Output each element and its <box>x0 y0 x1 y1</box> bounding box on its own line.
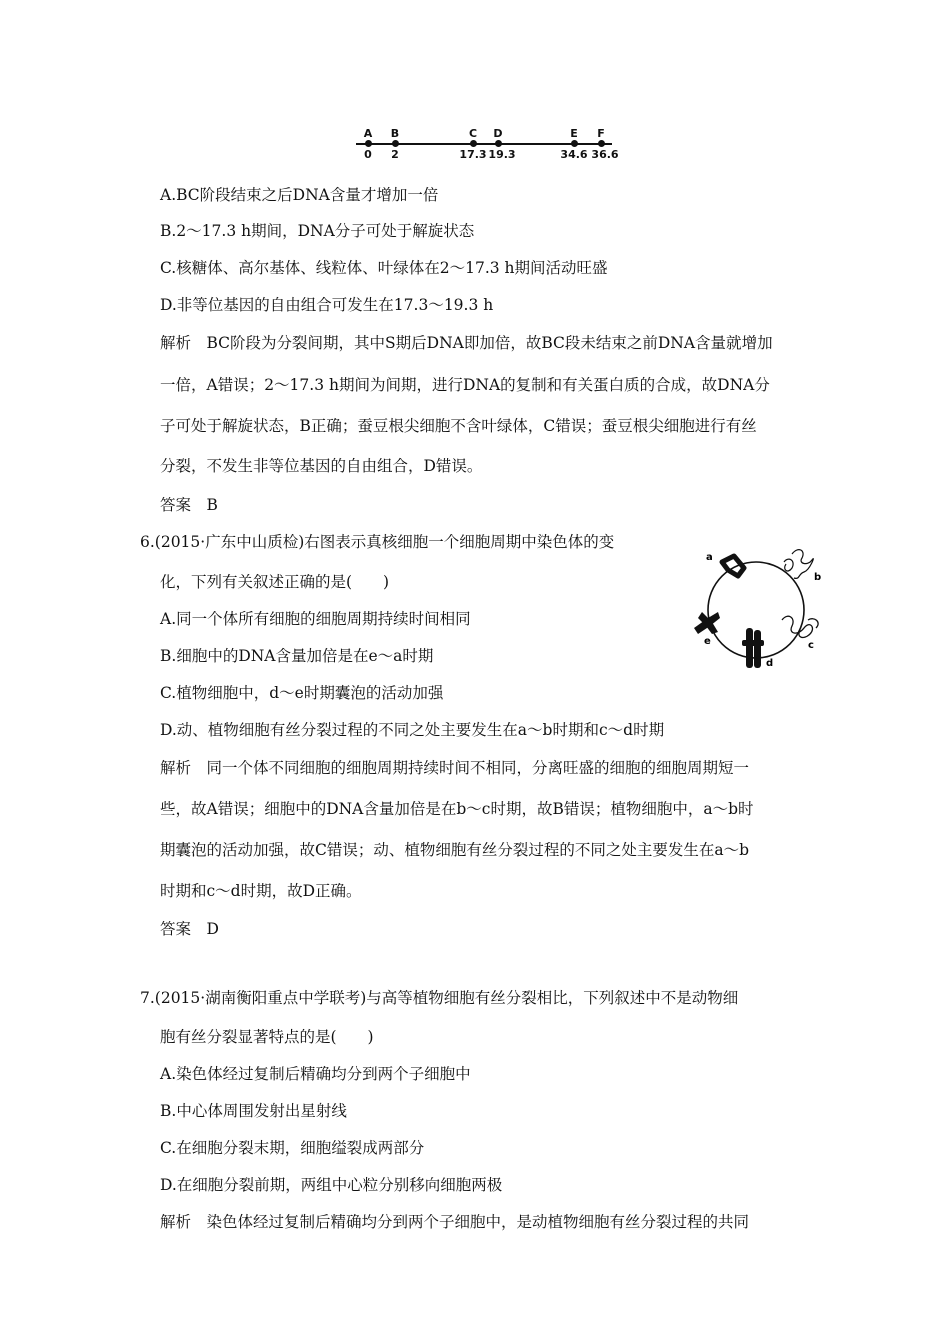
time-point-f <box>598 140 605 147</box>
cycle-label-e: e <box>704 636 711 647</box>
cycle-label-d: d <box>766 658 774 669</box>
q6-analysis-line: 些，故A错误；细胞中的DNA含量加倍是在b～c时期，故B错误；植物细胞中，a～b时 <box>160 800 754 818</box>
cycle-label-a: a <box>706 552 713 563</box>
q6-analysis-line: 解析 同一个体不同细胞的细胞周期持续时间不相同，分离旺盛的细胞的细胞周期短一 <box>160 759 750 777</box>
q7-analysis-line: 解析 染色体经过复制后精确均分到两个子细胞中，是动植物细胞有丝分裂过程的共同 <box>160 1213 750 1231</box>
time-axis-figure <box>352 126 622 166</box>
cycle-label-b: b <box>814 572 822 583</box>
time-point-b <box>392 140 399 147</box>
time-point-a <box>365 140 372 147</box>
time-point-c <box>470 140 477 147</box>
time-label-a: A <box>363 127 373 140</box>
q5-option-d: D.非等位基因的自由组合可发生在17.3～19.3 h <box>160 296 494 314</box>
q7-option-c: C.在细胞分裂末期，细胞缢裂成两部分 <box>160 1139 425 1157</box>
q5-answer: 答案 B <box>160 496 218 514</box>
q5-option-b: B.2～17.3 h期间，DNA分子可处于解旋状态 <box>160 222 475 240</box>
q6-stem-line: 6.(2015·广东中山质检)右图表示真核细胞一个细胞周期中染色体的变 <box>140 533 615 551</box>
q7-option-d: D.在细胞分裂前期，两组中心粒分别移向细胞两极 <box>160 1176 503 1194</box>
q7-stem-line: 7.(2015·湖南衡阳重点中学联考)与高等植物细胞有丝分裂相比，下列叙述中不是动物细 <box>140 989 739 1007</box>
q6-option-c: C.植物细胞中，d～e时期囊泡的活动加强 <box>160 684 444 702</box>
cycle-label-c: c <box>808 640 814 651</box>
q5-option-a: A.BC阶段结束之后DNA含量才增加一倍 <box>160 186 439 204</box>
q6-analysis-line: 时期和c～d时期，故D正确。 <box>160 882 362 900</box>
q7-option-b: B.中心体周围发射出星射线 <box>160 1102 347 1120</box>
cell-cycle-figure <box>688 540 833 680</box>
chromosome-e-shape <box>694 612 720 634</box>
q7-option-a: A.染色体经过复制后精确均分到两个子细胞中 <box>160 1065 471 1083</box>
q5-option-c: C.核糖体、高尔基体、线粒体、叶绿体在2～17.3 h期间活动旺盛 <box>160 259 608 277</box>
time-label-e: E <box>570 127 578 140</box>
q6-option-a: A.同一个体所有细胞的细胞周期持续时间相同 <box>160 610 471 628</box>
q5-analysis-line: 一倍，A错误；2～17.3 h期间为间期，进行DNA的复制和有关蛋白质的合成，故DNA分 <box>160 376 770 394</box>
chromosome-d-shape <box>742 628 764 668</box>
q5-analysis-line: 解析 BC阶段为分裂间期，其中S期后DNA即加倍，故BC段未结束之前DNA含量就增加 <box>160 334 773 352</box>
chromosome-c-shape <box>782 616 818 637</box>
time-value-e: 34.6 <box>560 148 588 161</box>
q6-option-d: D.动、植物细胞有丝分裂过程的不同之处主要发生在a～b时期和c～d时期 <box>160 721 665 739</box>
q6-answer: 答案 D <box>160 920 219 938</box>
time-label-f: F <box>597 127 605 140</box>
q6-option-b: B.细胞中的DNA含量加倍是在e～a时期 <box>160 647 434 665</box>
time-value-b: 2 <box>391 148 399 161</box>
q7-stem-line: 胞有丝分裂显著特点的是( ) <box>160 1028 374 1046</box>
time-value-a: 0 <box>364 148 372 161</box>
time-value-f: 36.6 <box>591 148 619 161</box>
q6-analysis-line: 期囊泡的活动加强，故C错误；动、植物细胞有丝分裂过程的不同之处主要发生在a～b <box>160 841 750 859</box>
time-value-c: 17.3 <box>459 148 487 161</box>
q6-stem-line: 化，下列有关叙述正确的是( ) <box>160 573 390 591</box>
time-value-d: 19.3 <box>488 148 516 161</box>
time-label-c: C <box>468 127 478 140</box>
time-label-d: D <box>493 127 503 140</box>
q5-analysis-line: 分裂，不发生非等位基因的自由组合，D错误。 <box>160 457 483 475</box>
q5-analysis-line: 子可处于解旋状态，B正确；蚕豆根尖细胞不含叶绿体，C错误；蚕豆根尖细胞进行有丝 <box>160 417 757 435</box>
time-point-d <box>495 140 502 147</box>
time-point-e <box>571 140 578 147</box>
time-label-b: B <box>390 127 400 140</box>
